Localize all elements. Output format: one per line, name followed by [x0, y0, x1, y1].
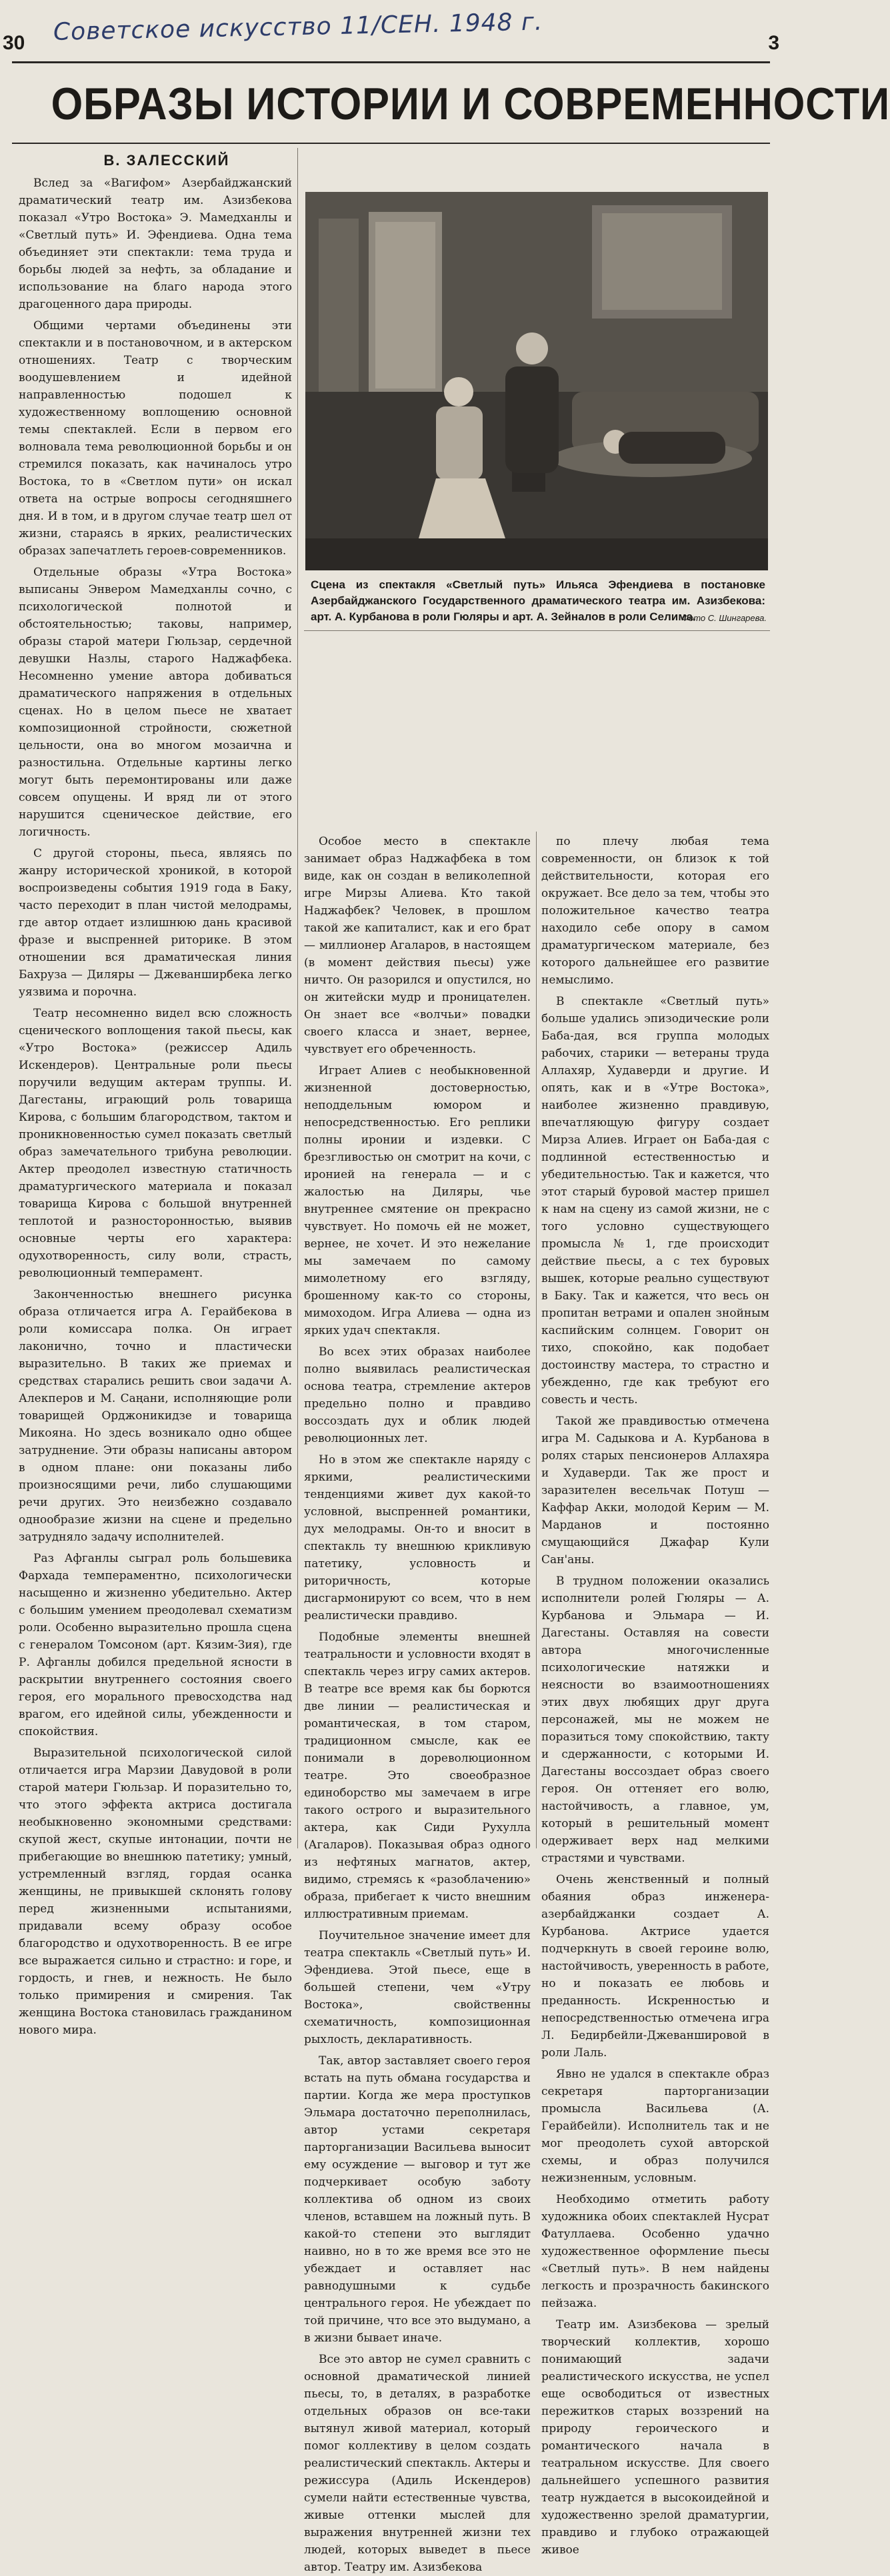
page-number-right: 3: [768, 32, 779, 54]
paragraph: Отдельные образы «Утра Востока» выписаны Энвером Мамедханлы сочно, с психологической полнотой и обстоятельностью; таковы, например, образы старой матери Гюльзар, сердечной девушки Назлы, старого Наджафбека. Несомненно умение автора добиваться драматического напряжения в отдельных сценах. Но в целом пьесе не хватает композиционной стройности, сюжетной цельности, она во многом мозаична и разностильна. Отдельные картины легко могут быть перемонтированы или даже совсем опущены. И вряд ли от этого нарушится сценическое действие, его логичность.: [19, 566, 292, 839]
stage-scene-image: [305, 192, 768, 570]
paragraph: В спектакле «Светлый путь» больше удались эпизодические роли Баба-дая, вся группа молодых рабочих, старики — ветераны труда Аллахяр, Худаверди и другие. И опять, как и в «Утре Востока», наиболее жизненно правдивую, впечатляющую фигуру создает Мирза Алиев. Играет он Баба-дая с подлинной естественностью и убедительностью. Так и кажется, что этот старый буровой мастер пришел к нам на сцену из самой жизни, не с того условно существующего промысла № 1, где происходит действие пьесы, а с тех буровых вышек, которые реально существуют в Баку. Так и кажется, что весь он пропитан ветрами и опален знойным каспийским солнцем. Говорит он тихо, спокойно, как подобает достоинству мастера, то страстно и убежденно, где как требуют его совесть и честь.: [541, 995, 769, 1407]
paragraph: Играет Алиев с необыкновенной жизненной достоверностью, неподдельным юмором и непосредственностью. Его реплики полны иронии и издевки. С брезгливостью он смотрит на кочи, с иронией на генерала — и с жалостью на Диляры, чье внутреннее смятение он прекрасно чувствует. Но помочь ей не может, вернее, не хочет. И это нежелание мы замечаем по самому мимолетному его взгляду, брошенному как-то со стороны, мимоходом. Игра Алиева — одна из ярких удач спектакля.: [304, 1064, 531, 1337]
paragraph: Во всех этих образах наиболее полно выявилась реалистическая основа театра, стремление актеров предельно полно и правдиво воссоздать дух и облик людей революционных лет.: [304, 1345, 531, 1445]
column-separator: [536, 832, 537, 1848]
article-column-right: [541, 833, 769, 2557]
top-rule: [12, 61, 770, 63]
article-column-left: [19, 175, 292, 2037]
paragraph: Театр несомненно видел всю сложность сценического воплощения такой пьесы, как «Утро Востока» (режиссер Адиль Искендеров). Центральные роли пьесы поручили ведущим актерам труппы. И. Дагестаны, играющий роль товарища Кирова, с большим благородством, тактом и проникновенностью сумел показать светлый образ замечательного трибуна революции. Актер преодолел известную статичность драматургического материала и показал товарища Кирова с большой внутренней теплотой и разносторонностью, выявив основные черты его характера: одухотворенность, силу воли, страсть, революционный темперамент.: [19, 1007, 292, 1280]
paragraph: Особое место в спектакле занимает образ Наджафбека в том виде, как он создан в великолепной игре Мирзы Алиева. Кто такой Наджафбек? Человек, в прошлом такой же капиталист, как и его брат — миллионер Агаларов, в настоящем (в момент действия пьесы) уже ничто. Он разорился и опустился, но он житейски мудр и проницателен. Он знает все «волчьи» повадки своего класса и знает, вернее, чувствует его обреченность.: [304, 835, 531, 1056]
article-author: В. ЗАЛЕССКИЙ: [103, 152, 230, 169]
paragraph: Выразительной психологической силой отличается игра Марзии Давудовой в роли старой матери Гюльзар. И поразительно то, что этого эффекта актриса достигала необыкновенно экономными средствами: скупой жест, скупые интонации, почти не прибегающие во внешнюю патетику; умный, устремленный взгляд, гордая осанка женщины, не привыкшей склонять голову перед жизненными испытаниями, придавали всему образу особое благородство и одухотворенность. В ее игре все выражается сильно и страстно: и горе, и гордость, и гнев, и нежность. Не было только примирения и смирения. Так женщина Востока становилась гражданином нового мира.: [19, 1746, 292, 2037]
article-column-middle: [304, 833, 531, 2574]
paragraph: Все это автор не сумел сравнить с основной драматической линией пьесы, то, в деталях, в разработке отдельных образов он все-таки вытянул живой материал, который помог коллективу в целом создать реалистический спектакль. Актеры и режиссура (Адиль Искендеров) сумели найти естественные чувства, живые оттенки мыслей для выражения внутренней жизни тех людей, которых выведет в пьесе автор. Театру им. Азизбекова: [304, 2353, 531, 2574]
headline-rule: [12, 143, 770, 144]
paragraph: Но в этом же спектакле наряду с яркими, реалистическими тенденциями живет дух какой-то условной, выспренней романтики, дух мелодрамы. Он-то и вносит в спектакль ту внешнюю крикливую патетику, условность и риторичность, которые дисгармонируют со всем, что в нем реалистически правдиво.: [304, 1453, 531, 1622]
stage-photo: [305, 192, 768, 570]
paragraph: Явно не удался в спектакле образ секретаря парторганизации промысла Васильева (А. Герайбейли). Исполнитель так и не мог преодолеть сухой авторской схемы, и образ получился нежизненным, условным.: [541, 2068, 769, 2185]
paragraph: В трудном положении оказались исполнители ролей Гюляры — А. Курбанова и Эльмара — И. Дагестаны. Оставляя на совести автора многочисленные психологические натяжки и неясности во взаимоотношениях этих двух любящих друг друга персонажей, мы не можем не поразиться тому спокойствию, такту и сдержанности, с которыми И. Дагестаны воссоздает образ своего героя. Он оттеняет его волю, настойчивость, а главное, ум, который в решительный момент одерживает верх над мелкими страстями и чувствами.: [541, 1575, 769, 1865]
handwritten-date-note: Советское искусство 11/СЕН. 1948 г.: [53, 8, 543, 46]
paragraph: Вслед за «Вагифом» Азербайджанский драматический театр им. Азизбекова показал «Утро Востока» Э. Мамедханлы и «Светлый путь» И. Эфендиева. Одна тема объединяет эти спектакли: тема труда и борьбы людей за нефть, за обладание и использование на благо народа этого драгоценного дара природы.: [19, 177, 292, 311]
paragraph: Так, автор заставляет своего героя встать на путь обмана государства и партии. Когда же мера проступков Эльмара достаточно переполнилась, автор устами секретаря парторганизации Васильева выносит ему осуждение — выговор и тут же подчеркивает особую заботу коллектива об одном из своих членов, вставшем на ложный путь. В какой-то степени это выглядит наивно, но в то же время все это не убеждает и оставляет нас равнодушными к судьбе центрального героя. Не убеждает по той причине, что все это выдумано, а в жизни бывает иначе.: [304, 2054, 531, 2345]
page-number-left: 30: [3, 32, 25, 54]
photo-caption: Сцена из спектакля «Светлый путь» Ильяса Эфендиева в постановке Азербайджанского Государственного драматического театра им. Азизбекова: арт. А. Курбанова в роли Гюляры и арт. А. Зейналов в роли Селима.: [311, 578, 765, 623]
paragraph: Театр им. Азизбекова — зрелый творческий коллектив, хорошо понимающий задачи реалистического искусства, не успел еще освободиться от известных пережитков старых воззрений на природу героического и романтического начала в театральном искусстве. Для своего дальнейшего успешного развития театр нуждается в высокоидейной и художественно зрелой драматургии, правдиво и глубоко отражающей живое: [541, 2318, 769, 2557]
paragraph: Такой же правдивостью отмечена игра М. Садыкова и А. Курбанова в ролях старых пенсионеров Аллахяра и Худаверди. Так же прост и заразителен весельчак Потуш — Каффар Акки, молодой Керим — М. Марданов и постоянно смущающийся Джафар Кули Сан'аны.: [541, 1415, 769, 1567]
paragraph: С другой стороны, пьеса, являясь по жанру исторической хроникой, в которой воспроизведены события 1919 года в Баку, часто переходит в план чистой мелодрамы, где автор отдает излишнюю дань красивой фразе и выспренней риторике. В этом отношении вся драматическая линия Бахруза — Диляры — Джеванширбека легко уязвима и порочна.: [19, 847, 292, 999]
article-headline: ОБРАЗЫ ИСТОРИИ И СОВРЕМЕННОСТИ: [51, 79, 890, 129]
paragraph: Очень женственный и полный обаяния образ инженера-азербайджанки создает А. Курбанова. Актрисе удается подчеркнуть в своей героине волю, настойчивость, уверенность в работе, но и показать ее любовь и преданность. Искренностью и непосредственностью отмечена игра Л. Бедирбейли-Джеваншировой в роли Лаль.: [541, 1873, 769, 2060]
photo-credit: Фото С. Шингарева.: [681, 613, 767, 623]
paragraph: Необходимо отметить работу художника обоих спектаклей Нусрат Фатуллаева. Особенно удачно художественное оформление пьесы «Светлый путь». В нем найдены легкость и прозрачность бакинского пейзажа.: [541, 2193, 769, 2310]
paragraph: Поучительное значение имеет для театра спектакль «Светлый путь» И. Эфендиева. Этой пьесе, еще в большей степени, чем «Утру Востока», свойственны схематичность, композиционная рыхлость, декларативность.: [304, 1929, 531, 2046]
paragraph: Законченностью внешнего рисунка образа отличается игра А. Герайбекова в роли комиссара полка. Он играет лаконично, точно и пластически выразительно. В таких же приемах и средствах старались решить свои задачи А. Алекперов и М. Саңани, исполняющие роли товарищей Орджоникидзе и товарища Микояна. Но здесь возникало одно общее затруднение. Эти образы написаны автором в одном плане: они показаны либо произносящими речи, либо слушающими речи других. Это неизбежно создавало однообразие жизни на сцене и предельно затрудняло задачу исполнителей.: [19, 1288, 292, 1544]
paragraph: Общими чертами объединены эти спектакли и в постановочном, и в актерском отношениях. Театр с творческим воодушевлением и идейной направленностью подошел к художественному воплощению основной темы спектаклей. Если в первом его волновала тема революционной борьбы и он стремился показать, как начиналось утро Востока, то в «Светлом пути» он искал ответа на острые вопросы сегодняшнего дня. И в том, и в другом случае театр шел от жизни, стараясь в ярких, реалистических образах запечатлеть героев-современников.: [19, 319, 292, 558]
column-separator: [297, 148, 298, 1848]
paragraph: по плечу любая тема современности, он близок к той действительности, которая его окружает. Все дело за тем, чтобы это положительное качество театра находило себе опору в самом драматургическом материале, без которого дальнейшее его развитие немыслимо.: [541, 835, 769, 987]
paragraph: Раз Афганлы сыграл роль большевика Фархада темпераментно, психологически насыщенно и жизненно убедительно. Актер с большим умением преодолевал схематизм роли. Особенно выразительно прошла сцена с генералом Томсоном (арт. Кязим-Зия), где Р. Афганлы добился предельной ясности в раскрытии внутреннего состояния своего героя, его морального превосходства над врагом, его идейной силы, убежденности и спокойствия.: [19, 1552, 292, 1738]
photo-rule: [304, 630, 770, 631]
paragraph: Подобные элементы внешней театральности и условности входят в спектакль через игру самих актеров. В театре все время как бы борются две линии — реалистическая и романтическая, в том старом, традиционном смысле, как ее понимали в дореволюционном театре. Это своеобразное единоборство мы замечаем в игре такого острого и выразительного актера, как Сиди Рухулла (Агаларов). Показывая образ одного из нефтяных магнатов, актер, видимо, стремясь к «разоблачению» образа, прибегает к чисто внешним иллюстративным приемам.: [304, 1630, 531, 1921]
